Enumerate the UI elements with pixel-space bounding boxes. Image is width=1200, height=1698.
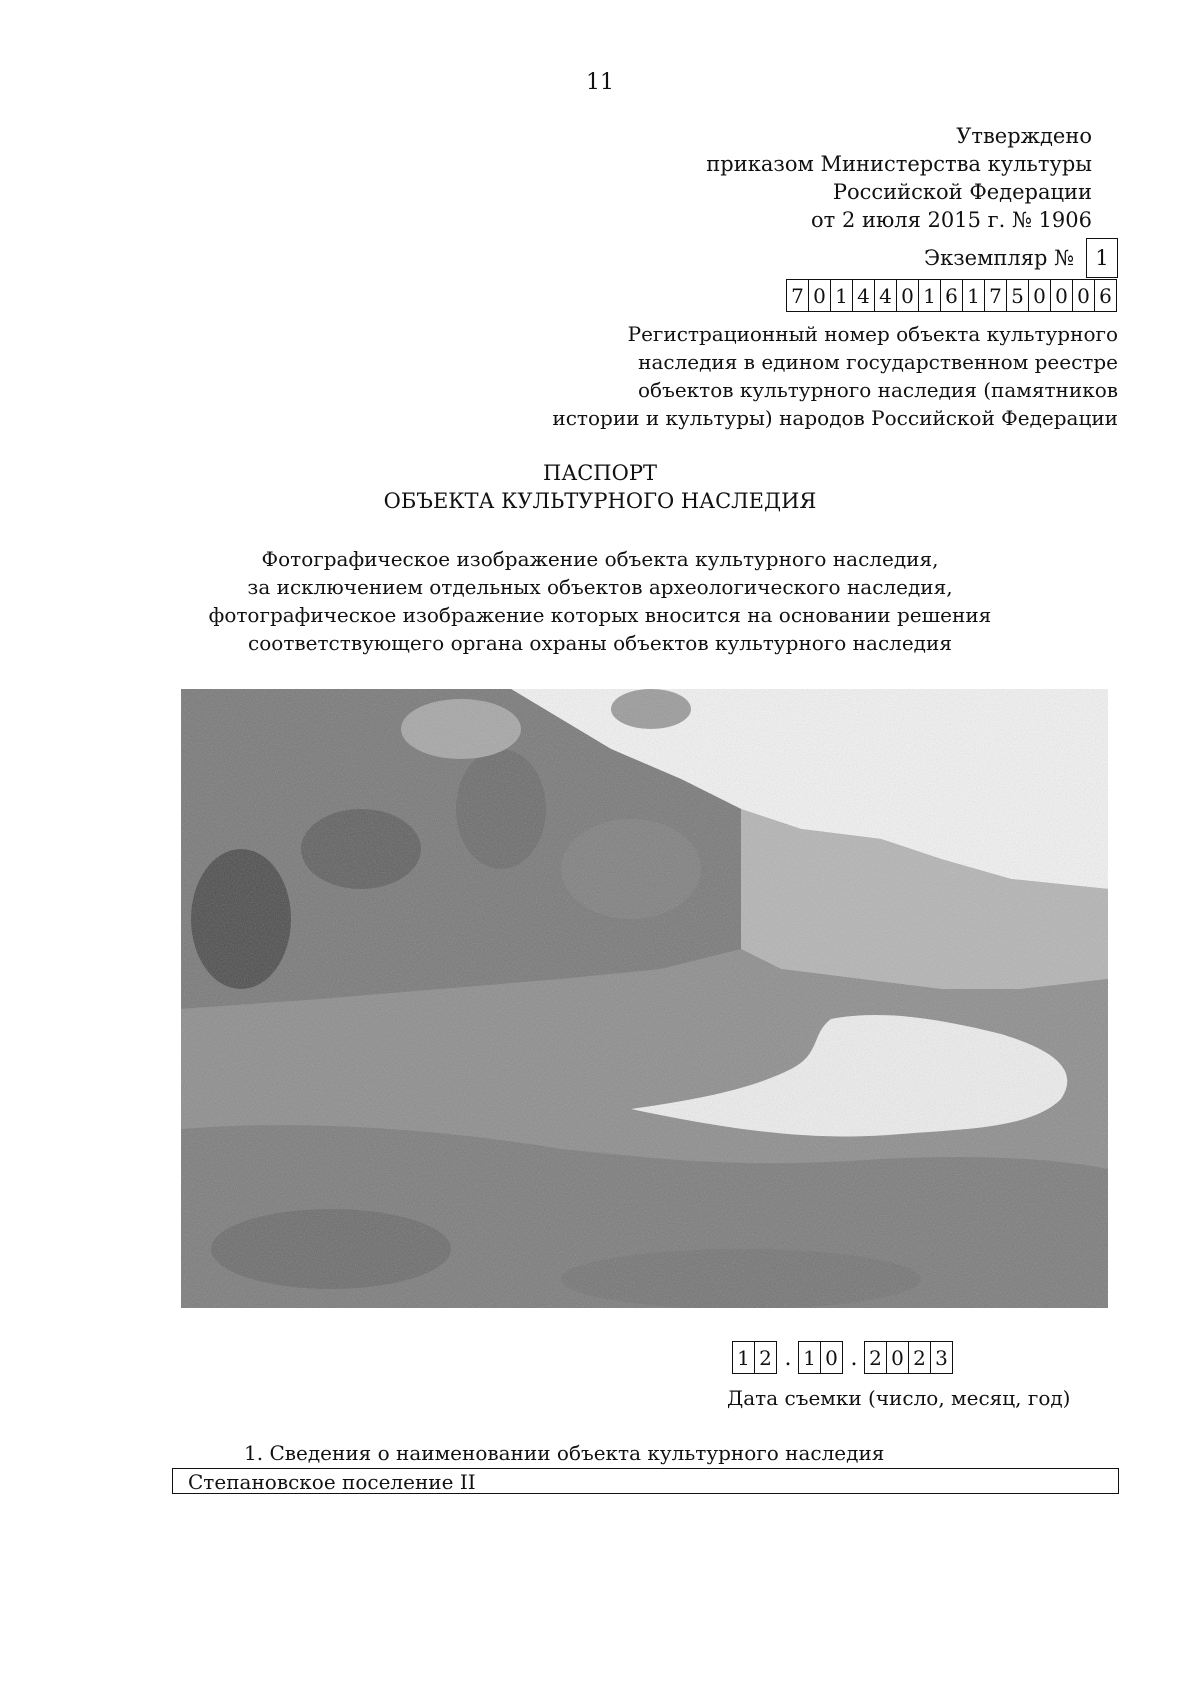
object-name-field: Степановское поселение II: [172, 1468, 1119, 1494]
reg-digit: 5: [1006, 279, 1029, 312]
heritage-site-photo: [181, 689, 1108, 1308]
photo-caption: [0, 545, 1200, 657]
date-digit: 2: [908, 1341, 931, 1374]
date-digit: 1: [732, 1341, 755, 1374]
registration-caption-line: истории и культуры) народов Российской Федерации: [552, 406, 1118, 430]
document-title: [0, 459, 1200, 515]
title-line-1: ПАСПОРТ: [543, 461, 657, 485]
shoot-date-cells: [733, 1341, 953, 1374]
reg-digit: 0: [1072, 279, 1095, 312]
date-separator: .: [850, 1346, 858, 1371]
approval-line: Утверждено: [956, 124, 1092, 148]
registration-number-cells: [787, 279, 1117, 312]
date-digit: 0: [820, 1341, 843, 1374]
reg-digit: 7: [786, 279, 809, 312]
landscape-photo-image: [181, 689, 1108, 1308]
approval-line: Российской Федерации: [832, 180, 1092, 204]
date-digit: 2: [754, 1341, 777, 1374]
page-number: 11: [586, 70, 614, 95]
section-1-title: 1. Сведения о наименовании объекта культурного наследия: [244, 1441, 885, 1465]
photo-caption-line: Фотографическое изображение объекта культурного наследия,: [261, 547, 939, 571]
date-separator: .: [784, 1346, 792, 1371]
reg-digit: 0: [896, 279, 919, 312]
reg-digit: 1: [918, 279, 941, 312]
reg-digit: 6: [1094, 279, 1117, 312]
reg-digit: 0: [1050, 279, 1073, 312]
approval-line: от 2 июля 2015 г. № 1906: [811, 208, 1092, 232]
reg-digit: 0: [808, 279, 831, 312]
date-digit: 2: [864, 1341, 887, 1374]
photo-caption-line: за исключением отдельных объектов археологического наследия,: [247, 575, 953, 599]
registration-caption-line: Регистрационный номер объекта культурного: [627, 322, 1118, 346]
date-day-group: [733, 1341, 777, 1374]
registration-caption-line: наследия в едином государственном реестре: [638, 350, 1118, 374]
copy-label: Экземпляр №: [924, 246, 1074, 270]
reg-digit: 4: [852, 279, 875, 312]
registration-caption-line: объектов культурного наследия (памятников: [638, 378, 1118, 402]
reg-digit: 1: [830, 279, 853, 312]
registration-caption: [552, 320, 1118, 432]
photo-caption-line: фотографическое изображение которых вносится на основании решения: [208, 603, 992, 627]
date-digit: 3: [930, 1341, 953, 1374]
approval-line: приказом Министерства культуры: [706, 152, 1092, 176]
shoot-date-caption: Дата съемки (число, месяц, год): [727, 1386, 1071, 1410]
copy-number-row: [924, 238, 1118, 278]
date-digit: 1: [798, 1341, 821, 1374]
date-digit: 0: [886, 1341, 909, 1374]
photo-caption-line: соответствующего органа охраны объектов культурного наследия: [248, 631, 952, 655]
date-year-group: [865, 1341, 953, 1374]
date-month-group: [799, 1341, 843, 1374]
title-line-2: ОБЪЕКТА КУЛЬТУРНОГО НАСЛЕДИЯ: [383, 489, 817, 513]
reg-digit: 1: [962, 279, 985, 312]
reg-digit: 7: [984, 279, 1007, 312]
copy-number-box: 1: [1086, 238, 1118, 278]
reg-digit: 6: [940, 279, 963, 312]
reg-digit: 0: [1028, 279, 1051, 312]
reg-digit: 4: [874, 279, 897, 312]
approval-stamp: [706, 122, 1092, 234]
